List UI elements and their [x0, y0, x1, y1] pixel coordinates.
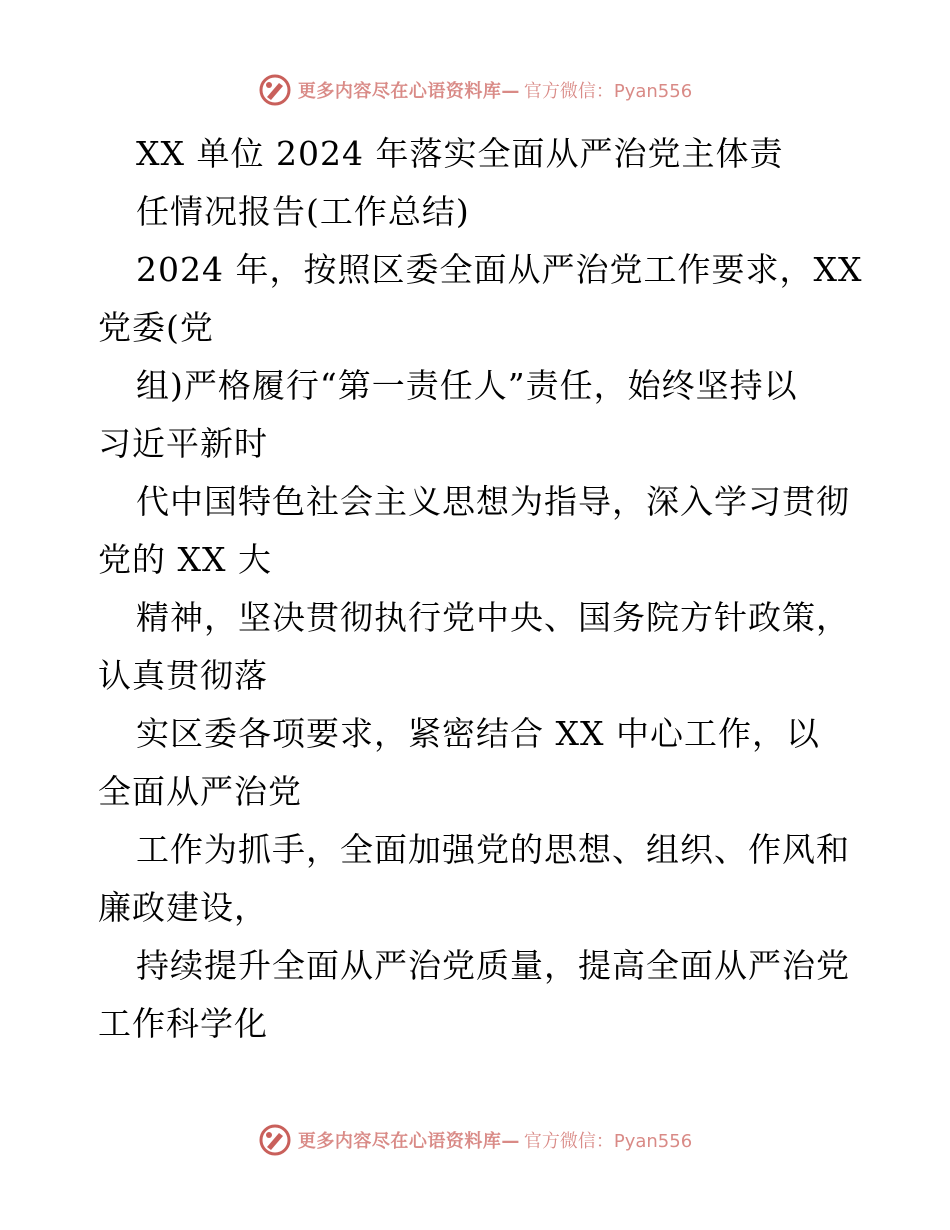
- text-line: 任情况报告(工作总结): [136, 192, 470, 231]
- text-line: 2024 年，按照区委全面从严治党工作要求，XX: [136, 250, 863, 289]
- brand-logo-icon: [258, 1123, 292, 1157]
- text-line: 党委(党: [98, 308, 214, 347]
- watermark-wechat: 官方微信：Pyan556: [523, 81, 693, 102]
- text-line: 党的 XX 大: [98, 540, 272, 579]
- text-line: 全面从严治党: [98, 772, 302, 811]
- footer-watermark: [0, 1120, 950, 1160]
- text-line: XX 单位 2024 年落实全面从严治党主体责: [136, 134, 784, 173]
- text-line: 组)严格履行“第一责任人”责任，始终坚持以: [136, 366, 798, 405]
- watermark-wechat: 官方微信：Pyan556: [523, 1131, 693, 1152]
- header-watermark: [0, 70, 950, 110]
- brand-logo-icon: [258, 73, 292, 107]
- text-line: 习近平新时: [98, 424, 268, 463]
- text-line: 工作科学化: [98, 1004, 268, 1043]
- text-line: 实区委各项要求，紧密结合 XX 中心工作，以: [136, 714, 820, 753]
- text-line: 代中国特色社会主义思想为指导，深入学习贯彻: [136, 482, 850, 521]
- text-line: 精神，坚决贯彻执行党中央、国务院方针政策，: [136, 598, 850, 637]
- document-body: [98, 125, 863, 1053]
- watermark-text: 更多内容尽在心语资料库—: [297, 81, 520, 102]
- text-line: 持续提升全面从严治党质量，提高全面从严治党: [136, 946, 850, 985]
- text-line: 工作为抓手，全面加强党的思想、组织、作风和: [136, 830, 850, 869]
- text-line: 廉政建设，: [98, 888, 268, 927]
- text-line: 认真贯彻落: [98, 656, 268, 695]
- watermark-text: 更多内容尽在心语资料库—: [297, 1131, 520, 1152]
